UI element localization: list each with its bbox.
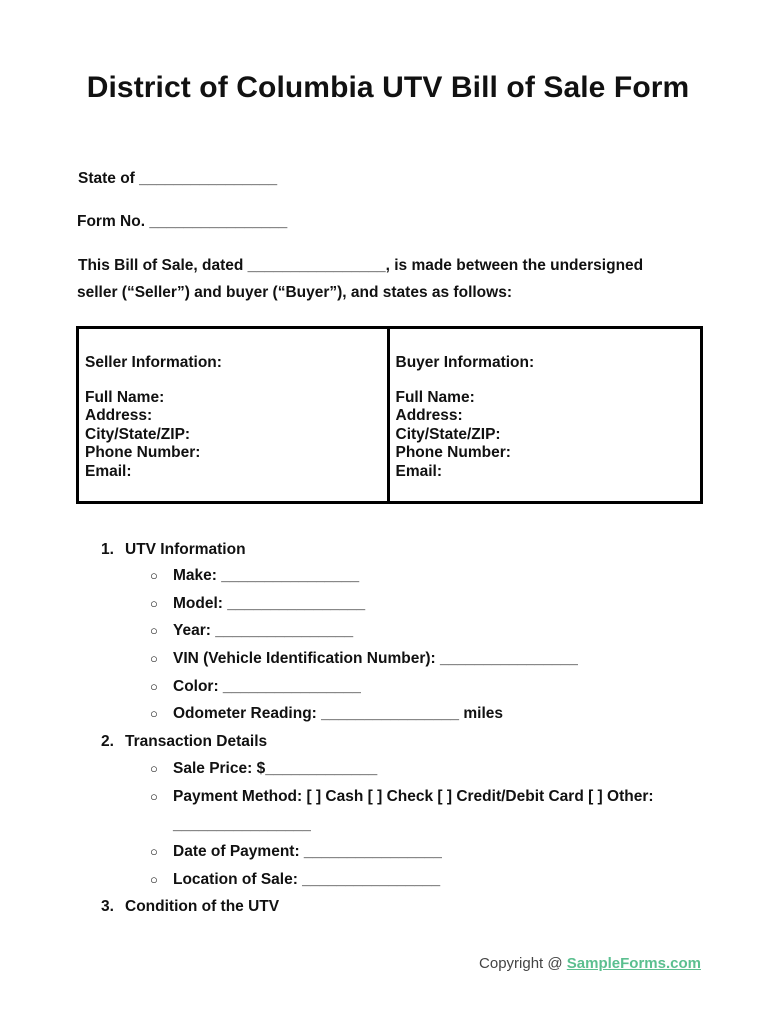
item-text: Odometer Reading: ________________ miles	[173, 705, 503, 722]
item-text: Year: ________________	[173, 622, 354, 639]
circle-bullet-icon: ○	[150, 706, 158, 721]
list-item-odometer	[150, 705, 503, 723]
form-number-line: Form No. ________________	[77, 213, 288, 230]
list-item-sale-price	[150, 760, 377, 778]
list-item-date-of-payment	[150, 843, 442, 861]
seller-info-cell	[79, 329, 390, 501]
list-item-make	[150, 567, 359, 585]
intro-line-1: This Bill of Sale, dated ________________, is made between the undersigned	[78, 257, 644, 274]
item-text: Payment Method: [ ] Cash [ ] Check [ ] Credit/Debit Card [ ] Other:	[173, 788, 654, 805]
buyer-full-name-label: Full Name:	[395, 388, 475, 406]
buyer-address-label: Address:	[395, 407, 463, 424]
item-text: Model: ________________	[173, 595, 366, 612]
intro-line-2: seller (“Seller”) and buyer (“Buyer”), and states as follows:	[77, 284, 512, 301]
seller-full-name-label: Full Name:	[85, 388, 165, 406]
list-item-color	[150, 678, 361, 696]
circle-bullet-icon: ○	[150, 679, 158, 694]
seller-city-state-zip-label: City/State/ZIP:	[85, 425, 191, 443]
state-field-line: State of ________________	[78, 170, 278, 187]
section-title: UTV Information	[125, 541, 246, 558]
seller-info-heading: Seller Information:	[85, 354, 222, 371]
buyer-email-label: Email:	[395, 462, 443, 480]
seller-email-label: Email:	[85, 462, 132, 480]
section-number: 1.	[101, 541, 114, 558]
page-title: District of Columbia UTV Bill of Sale Form	[86, 71, 690, 104]
copyright-text: Copyright @	[479, 955, 567, 972]
circle-bullet-icon: ○	[150, 844, 158, 859]
circle-bullet-icon: ○	[150, 596, 158, 611]
section-title: Transaction Details	[125, 733, 268, 750]
list-item-vin	[150, 650, 578, 668]
buyer-city-state-zip-label: City/State/ZIP:	[395, 425, 501, 443]
buyer-info-heading: Buyer Information:	[395, 354, 535, 371]
seller-address-label: Address:	[85, 407, 153, 424]
item-text: Date of Payment: ________________	[173, 843, 442, 860]
circle-bullet-icon: ○	[150, 623, 158, 638]
item-text: Sale Price: $_____________	[173, 760, 378, 777]
list-item-payment-method	[150, 788, 654, 806]
buyer-info-cell	[390, 329, 701, 501]
party-info-table	[76, 326, 703, 504]
circle-bullet-icon: ○	[150, 789, 158, 804]
section-utv-information	[101, 541, 246, 559]
list-item-model	[150, 595, 365, 613]
item-text: Make: ________________	[173, 567, 360, 584]
section-number: 2.	[101, 733, 114, 750]
circle-bullet-icon: ○	[150, 872, 158, 887]
copyright-footer	[479, 955, 701, 972]
circle-bullet-icon: ○	[150, 568, 158, 583]
circle-bullet-icon: ○	[150, 761, 158, 776]
list-item-location-of-sale	[150, 871, 440, 889]
circle-bullet-icon: ○	[150, 651, 158, 666]
seller-phone-label: Phone Number:	[85, 444, 201, 461]
section-condition	[101, 898, 279, 916]
section-transaction-details	[101, 733, 267, 751]
buyer-phone-label: Phone Number:	[395, 444, 511, 461]
list-item-year	[150, 622, 353, 640]
sampleforms-link[interactable]: SampleForms.com	[566, 955, 701, 972]
item-text: Color: ________________	[173, 678, 361, 695]
item-text: VIN (Vehicle Identification Number): ________________	[173, 650, 578, 667]
item-text: Location of Sale: ________________	[173, 871, 441, 888]
section-title: Condition of the UTV	[125, 898, 280, 915]
payment-other-blank: ________________	[173, 816, 311, 833]
section-number: 3.	[101, 898, 114, 915]
